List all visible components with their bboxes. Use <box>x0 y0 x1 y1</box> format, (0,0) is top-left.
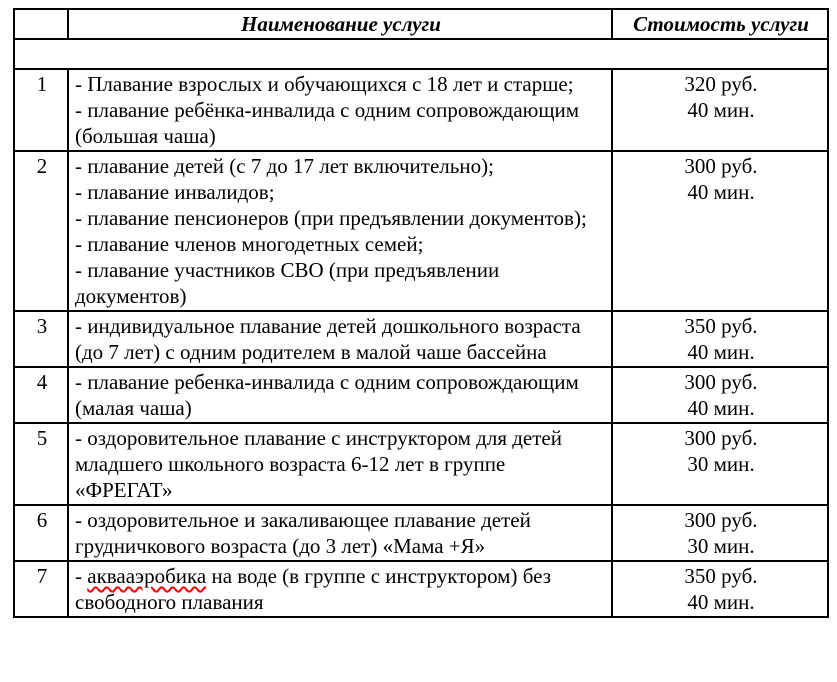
spacer-row <box>14 39 828 69</box>
price-amount: 350 руб. <box>684 314 758 338</box>
price-duration: 40 мин. <box>687 98 755 122</box>
services-price-table <box>13 8 829 618</box>
row-number-cell: 7 <box>14 561 68 617</box>
service-item: - плавание инвалидов; <box>75 180 275 204</box>
price-duration: 30 мин. <box>687 534 755 558</box>
price-amount: 350 руб. <box>684 564 758 588</box>
service-item: - оздоровительное и закаливающее плавание детей грудничкового возраста (до 3 лет) «Мама +Я» <box>75 508 531 558</box>
price-duration: 40 мин. <box>687 180 755 204</box>
service-item: - индивидуальное плавание детей дошкольного возраста (до 7 лет) с одним родителем в малой чаше бассейна <box>75 314 581 364</box>
service-name-cell <box>68 505 612 561</box>
table-body <box>14 69 828 617</box>
service-item: - аквааэробика на воде (в группе с инструктором) без свободного плавания <box>75 564 551 614</box>
service-item: - плавание пенсионеров (при предъявлении документов); <box>75 206 587 230</box>
row-number-cell: 6 <box>14 505 68 561</box>
service-name-cell <box>68 311 612 367</box>
service-price-cell <box>612 561 828 617</box>
service-price-cell <box>612 69 828 151</box>
price-amount: 300 руб. <box>684 154 758 178</box>
misspelled-word: аквааэробика <box>87 564 207 588</box>
header-number-cell <box>14 9 68 39</box>
table-row <box>14 367 828 423</box>
table-row <box>14 311 828 367</box>
row-number-cell: 3 <box>14 311 68 367</box>
header-service-name-cell: Наименование услуги <box>68 9 612 39</box>
price-amount: 300 руб. <box>684 370 758 394</box>
service-name-cell <box>68 423 612 505</box>
table-row <box>14 505 828 561</box>
service-item: - Плавание взрослых и обучающихся с 18 лет и старше; <box>75 72 574 96</box>
row-number-cell: 4 <box>14 367 68 423</box>
price-amount: 300 руб. <box>684 426 758 450</box>
service-item: - плавание членов многодетных семей; <box>75 232 424 256</box>
service-name-cell <box>68 151 612 311</box>
service-item: - плавание участников СВО (при предъявлении документов) <box>75 258 500 308</box>
price-duration: 40 мин. <box>687 590 755 614</box>
row-number-cell: 5 <box>14 423 68 505</box>
table-row <box>14 151 828 311</box>
service-name-cell <box>68 69 612 151</box>
service-price-cell <box>612 505 828 561</box>
row-number-cell: 2 <box>14 151 68 311</box>
price-amount: 320 руб. <box>684 72 758 96</box>
service-item: - плавание ребёнка-инвалида с одним сопровождающим (большая чаша) <box>75 98 580 148</box>
service-name-cell <box>68 561 612 617</box>
price-duration: 40 мин. <box>687 340 755 364</box>
service-price-cell <box>612 311 828 367</box>
service-price-cell <box>612 367 828 423</box>
price-amount: 300 руб. <box>684 508 758 532</box>
header-row <box>14 9 828 39</box>
header-service-price-cell: Стоимость услуги <box>612 9 828 39</box>
service-price-cell <box>612 423 828 505</box>
table-row <box>14 69 828 151</box>
spacer-cell <box>14 39 828 69</box>
table-row <box>14 423 828 505</box>
price-duration: 30 мин. <box>687 452 755 476</box>
service-item: - оздоровительное плавание с инструктором для детей младшего школьного возраста 6-12 лет в группе «ФРЕГАТ» <box>75 426 562 502</box>
table-header-section <box>14 9 828 69</box>
service-name-cell <box>68 367 612 423</box>
table-row <box>14 561 828 617</box>
service-item: - плавание ребенка-инвалида с одним сопровождающим (малая чаша) <box>75 370 579 420</box>
service-price-cell <box>612 151 828 311</box>
price-duration: 40 мин. <box>687 396 755 420</box>
row-number-cell: 1 <box>14 69 68 151</box>
service-item: - плавание детей (с 7 до 17 лет включительно); <box>75 154 494 178</box>
